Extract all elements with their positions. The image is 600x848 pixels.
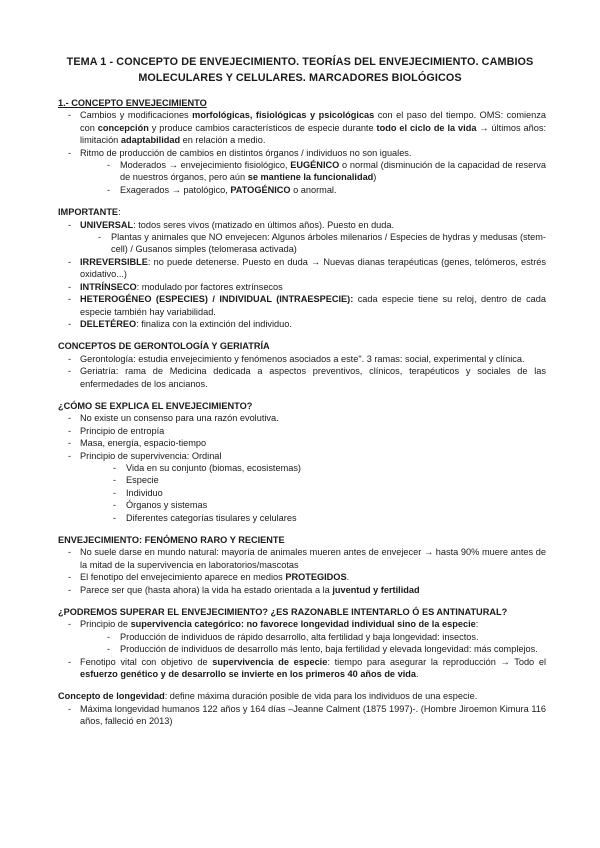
- section-list-gerontologia: [58, 353, 546, 390]
- section-list-superar: [58, 618, 546, 680]
- list-item: - No suele darse en mundo natural: mayoría de animales mueren antes de envejecer → hasta 90% muere antes de la mitad de la supervivencia en laboratorios/mascotas: [58, 546, 546, 571]
- list-item: - Principio de supervivencia: Ordinal: [58, 450, 546, 462]
- list-item: - Principio de entropía: [58, 425, 546, 437]
- sub-list-item: - Moderados → envejecimiento fisiológico, EUGÉNICO o normal (disminución de la capacidad de reserva de nuestros órganos, pero aún se mantiene la funcionalidad): [58, 159, 546, 184]
- list-item: - DELETÉREO: finaliza con la extinción del individuo.: [58, 318, 546, 330]
- section-heading-fenomeno-raro: ENVEJECIMIENTO: FENÓMENO RARO Y RECIENTE: [58, 535, 285, 545]
- section-list-como-se-explica: [58, 412, 546, 524]
- longevity-paragraph: Concepto de longevidad: define máxima duración posible de vida para los individuos de una especie.: [58, 691, 478, 702]
- list-item: - Gerontología: estudia envejecimiento y fenómenos asociados a este". 3 ramas: social, experimental y clínica.: [58, 353, 546, 365]
- sub-list-item: - Producción de individuos de rápido desarrollo, alta fertilidad y baja longevidad: insectos.: [58, 631, 546, 643]
- list-item: - Principio de supervivencia categórico: no favorece longevidad individual sino de la especie:: [58, 618, 546, 630]
- section-list-fenomeno-raro: [58, 546, 546, 596]
- section-heading-gerontologia: CONCEPTOS DE GERONTOLOGÍA Y GERIATRÍA: [58, 341, 270, 352]
- sub-list-item: - Diferentes categorías tisulares y celulares: [58, 512, 546, 524]
- list-item: - HETEROGÉNEO (ESPECIES) / INDIVIDUAL (INTRAESPECIE): cada especie tiene su reloj, dentro de cada especie también hay variabilidad.: [58, 293, 546, 318]
- list-item: - Ritmo de producción de cambios en distintos órganos / individuos no son iguales.: [58, 147, 546, 159]
- list-item: - Geriatría: rama de Medicina dedicada a aspectos preventivos, clínicos, terapéuticos y sociales de las enfermedades de los ancianos.: [58, 365, 546, 390]
- document-body: [58, 97, 546, 728]
- section-list-longevidad: [58, 703, 546, 728]
- section-list-importante: [58, 219, 546, 331]
- list-item: - Masa, energía, espacio-tiempo: [58, 437, 546, 449]
- list-item: - El fenotipo del envejecimiento aparece en medios PROTEGIDOS.: [58, 571, 546, 583]
- section-heading-como-se-explica: ¿CÓMO SE EXPLICA EL ENVEJECIMIENTO?: [58, 400, 253, 411]
- list-item: - Parece ser que (hasta ahora) la vida ha estado orientada a la juventud y fertilidad: [58, 584, 546, 596]
- list-item: - Cambios y modificaciones morfológicas, fisiológicas y psicológicas con el paso del tiempo. OMS: comienza con concepción y produce cambios característicos de especie durante todo el ciclo de la vida → últimos años: limitación adaptabilidad en relación a medio.: [58, 109, 546, 146]
- page-title: TEMA 1 - CONCEPTO DE ENVEJECIMIENTO. TEORÍAS DEL ENVEJECIMIENTO. CAMBIOS MOLECULARES Y CELULARES. MARCADORES BIOLÓGICOS: [66, 56, 534, 84]
- sub-list-item: - Órganos y sistemas: [58, 499, 546, 511]
- sub-list-item: - Vida en su conjunto (biomas, ecosistemas): [58, 462, 546, 474]
- section-heading-importante: IMPORTANTE:: [58, 207, 121, 218]
- sub-list-item: - Exagerados → patológico, PATOGÉNICO o anormal.: [58, 184, 546, 196]
- sub-list-item: - Especie: [58, 474, 546, 486]
- sub-list-item: - Plantas y animales que NO envejecen: Algunos árboles milenarios / Especies de hydras y medusas (stem-cell) / Gusanos simples (telomerasa activada): [58, 231, 546, 256]
- list-item: - Máxima longevidad humanos 122 años y 164 días –Jeanne Calment (1875 1997)-. (Hombre Jiroemon Kimura 116 años, falleció en 2013): [58, 703, 546, 728]
- section-heading-superar: ¿PODREMOS SUPERAR EL ENVEJECIMIENTO? ¿ES RAZONABLE INTENTARLO Ó ES ANTINATURAL?: [58, 607, 508, 618]
- sub-list-item: - Producción de individuos de desarrollo más lento, baja fertilidad y elevada longevidad: más complejos.: [58, 643, 546, 655]
- section-list-concepto: [58, 109, 546, 196]
- list-item: - INTRÍNSECO: modulado por factores extrínsecos: [58, 281, 546, 293]
- list-item: - No existe un consenso para una razón evolutiva.: [58, 412, 546, 424]
- section-heading-concepto: 1.- CONCEPTO ENVEJECIMIENTO: [58, 98, 207, 108]
- list-item: - IRREVERSIBLE: no puede detenerse. Puesto en duda → Nuevas dianas terapéuticas (genes, telómeros, estrés oxidativo...): [58, 256, 546, 281]
- list-item: - UNIVERSAL: todos seres vivos (matizado en últimos años). Puesto en duda.: [58, 219, 546, 231]
- sub-list-item: - Individuo: [58, 487, 546, 499]
- list-item: - Fenotipo vital con objetivo de supervivencia de especie: tiempo para asegurar la reproducción → Todo el esfuerzo genético y de desarrollo se invierte en los primeros 40 años de vida.: [58, 656, 546, 681]
